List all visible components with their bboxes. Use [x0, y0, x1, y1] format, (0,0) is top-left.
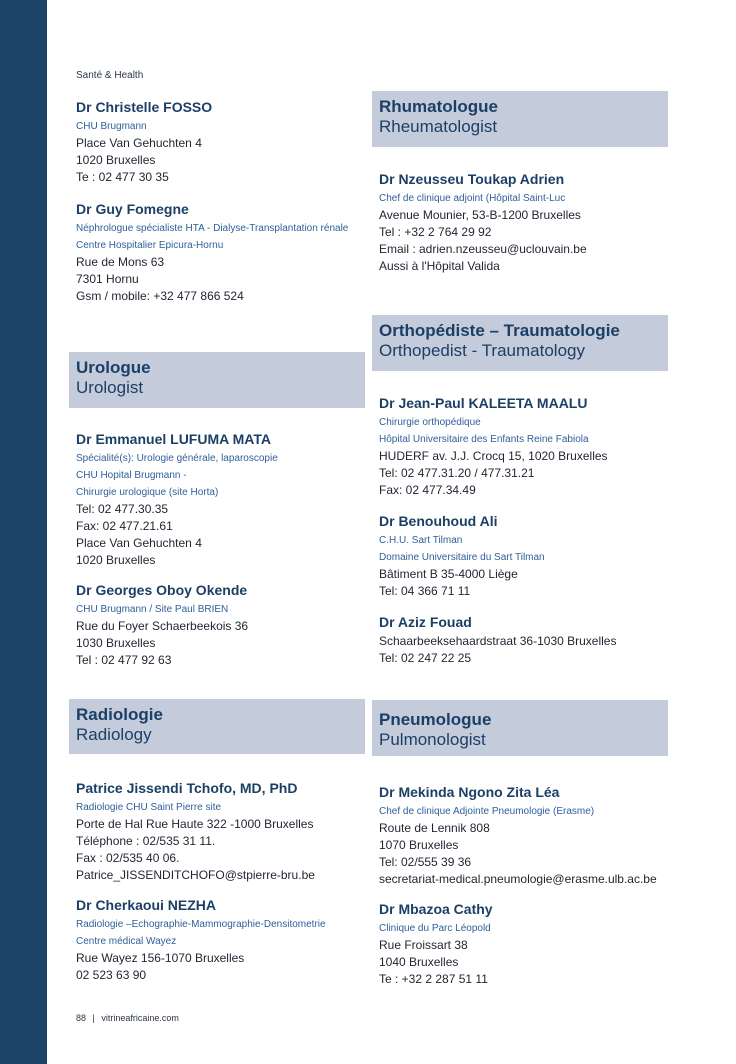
doctor-phone: Te : 02 477 30 35 [76, 170, 169, 184]
doctor-phone: Gsm / mobile: +32 477 866 524 [76, 289, 244, 303]
doctor-name: Dr Emmanuel LUFUMA MATA [76, 431, 271, 447]
doctor-specialty: Chirurgie orthopédique [379, 417, 481, 428]
section-tag: Santé & Health [76, 70, 144, 81]
doctor-affiliation: CHU Brugmann [76, 121, 147, 132]
doctor-specialty: Spécialité(s): Urologie générale, laparoscopie [76, 453, 278, 464]
doctor-address: Porte de Hal Rue Haute 322 -1000 Bruxelles [76, 817, 314, 831]
doctor-city: 1020 Bruxelles [76, 553, 156, 567]
doctor-address: Rue Froissart 38 [379, 938, 468, 952]
side-band [0, 0, 47, 1064]
doctor-email: Email : adrien.nzeusseu@uclouvain.be [379, 242, 587, 256]
doctor-phone: Tel: 02 477.31.20 / 477.31.21 [379, 466, 535, 480]
doctor-name: Dr Mekinda Ngono Zita Léa [379, 784, 560, 800]
doctor-note: Aussi à l'Hôpital Valida [379, 259, 500, 273]
section-header-urologue [69, 352, 365, 408]
page-number: 88 [76, 1013, 87, 1023]
doctor-address: Place Van Gehuchten 4 [76, 536, 202, 550]
doctor-entry-mekinda [379, 783, 669, 888]
section-title-fr: Rhumatologue [379, 97, 498, 116]
doctor-entry-mbazoa [379, 900, 669, 988]
section-title-fr: Urologue [76, 358, 151, 377]
doctor-address: Route de Lennik 808 [379, 821, 490, 835]
section-header-rhumatologue [372, 91, 668, 147]
doctor-city: 1040 Bruxelles [379, 955, 459, 969]
doctor-name: Dr Georges Oboy Okende [76, 582, 248, 598]
doctor-entry-oboy [76, 581, 366, 669]
doctor-entry-aziz [379, 613, 669, 667]
section-title-en: Rheumatologist [379, 117, 498, 136]
section-header-radiologie [69, 699, 365, 754]
section-title-en: Pulmonologist [379, 730, 486, 749]
doctor-address: HUDERF av. J.J. Crocq 15, 1020 Bruxelles [379, 449, 608, 463]
doctor-city: 1020 Bruxelles [76, 153, 156, 167]
doctor-specialty: Radiologie –Echographie-Mammographie-Densitometrie [76, 919, 326, 930]
doctor-address: Avenue Mounier, 53-B-1200 Bruxelles [379, 208, 581, 222]
doctor-affiliation: CHU Hopital Brugmann - [76, 470, 187, 481]
section-header-orthopediste [372, 315, 668, 371]
doctor-city: 1070 Bruxelles [379, 838, 459, 852]
doctor-entry-kaleeta [379, 394, 669, 499]
doctor-phone: Téléphone : 02/535 31 11. [76, 834, 216, 848]
doctor-affiliation: Chirurgie urologique (site Horta) [76, 487, 219, 498]
doctor-entry-cherkaoui [76, 896, 366, 984]
doctor-name: Dr Nzeusseu Toukap Adrien [379, 171, 565, 187]
footer-site: vitrineafricaine.com [101, 1013, 179, 1023]
doctor-phone: Tel: 02 247 22 25 [379, 651, 472, 665]
doctor-name: Dr Jean-Paul KALEETA MAALU [379, 395, 588, 411]
doctor-address: Schaarbeeksehaardstraat 36-1030 Bruxelles [379, 634, 617, 648]
doctor-email: secretariat-medical.pneumologie@erasme.ulb.ac.be [379, 872, 657, 886]
doctor-name: Dr Cherkaoui NEZHA [76, 897, 217, 913]
doctor-city: 7301 Hornu [76, 272, 139, 286]
doctor-address: Bâtiment B 35-4000 Liège [379, 567, 518, 581]
doctor-email: Patrice_JISSENDITCHOFO@stpierre-bru.be [76, 868, 315, 882]
doctor-entry-benouhoud [379, 512, 669, 600]
doctor-fax: Fax: 02 477.34.49 [379, 483, 476, 497]
section-title-fr: Radiologie [76, 705, 163, 724]
doctor-address: Rue de Mons 63 [76, 255, 165, 269]
doctor-affiliation: Radiologie CHU Saint Pierre site [76, 802, 222, 813]
doctor-address: Rue du Foyer Schaerbeekois 36 [76, 619, 249, 633]
doctor-affiliation: Centre médical Wayez [76, 936, 177, 947]
doctor-name: Dr Guy Fomegne [76, 201, 189, 217]
doctor-name: Dr Mbazoa Cathy [379, 901, 493, 917]
doctor-entry-nzeusseu [379, 170, 669, 275]
doctor-affiliation: Chef de clinique adjoint (Hôpital Saint-Luc [379, 193, 566, 204]
doctor-name: Patrice Jissendi Tchofo, MD, PhD [76, 780, 298, 796]
doctor-phone: Tel: 02/555 39 36 [379, 855, 472, 869]
doctor-name: Dr Aziz Fouad [379, 614, 472, 630]
doctor-specialty: Néphrologue spécialiste HTA - Dialyse-Transplantation rénale [76, 223, 349, 234]
section-title-fr: Orthopédiste – Traumatologie [379, 321, 620, 340]
doctor-affiliation: Chef de clinique Adjointe Pneumologie (Erasme) [379, 806, 595, 817]
doctor-affiliation: Domaine Universitaire du Sart Tilman [379, 552, 545, 563]
doctor-fax: Fax: 02 477.21.61 [76, 519, 173, 533]
doctor-phone: Tel: 04 366 71 11 [379, 584, 471, 598]
section-title-fr: Pneumologue [379, 710, 492, 729]
doctor-entry-lufuma [76, 430, 366, 569]
doctor-phone: Tel : 02 477 92 63 [76, 653, 172, 667]
section-title-en: Orthopedist - Traumatology [379, 341, 585, 360]
doctor-phone: Tel: 02 477.30.35 [76, 502, 169, 516]
doctor-entry-fosso [76, 98, 366, 186]
doctor-fax: Fax : 02/535 40 06. [76, 851, 180, 865]
doctor-affiliation: C.H.U. Sart Tilman [379, 535, 463, 546]
doctor-address: Rue Wayez 156-1070 Bruxelles [76, 951, 245, 965]
doctor-phone: Te : +32 2 287 51 11 [379, 972, 488, 986]
page-footer [76, 1013, 179, 1023]
doctor-affiliation: Centre Hospitalier Epicura-Hornu [76, 240, 224, 251]
doctor-address: Place Van Gehuchten 4 [76, 136, 202, 150]
doctor-phone: 02 523 63 90 [76, 968, 147, 982]
section-title-en: Urologist [76, 378, 144, 397]
doctor-entry-fomegne [76, 200, 366, 305]
doctor-affiliation: Hôpital Universitaire des Enfants Reine Fabiola [379, 434, 589, 445]
doctor-affiliation: CHU Brugmann / Site Paul BRIEN [76, 604, 229, 615]
footer-separator: | [92, 1013, 95, 1023]
doctor-affiliation: Clinique du Parc Léopold [379, 923, 491, 934]
doctor-name: Dr Christelle FOSSO [76, 99, 213, 115]
section-title-en: Radiology [76, 725, 152, 744]
doctor-phone: Tel : +32 2 764 29 92 [379, 225, 492, 239]
doctor-name: Dr Benouhoud Ali [379, 513, 498, 529]
doctor-entry-jissendi [76, 779, 366, 884]
doctor-city: 1030 Bruxelles [76, 636, 156, 650]
section-header-pneumologue [372, 700, 668, 756]
